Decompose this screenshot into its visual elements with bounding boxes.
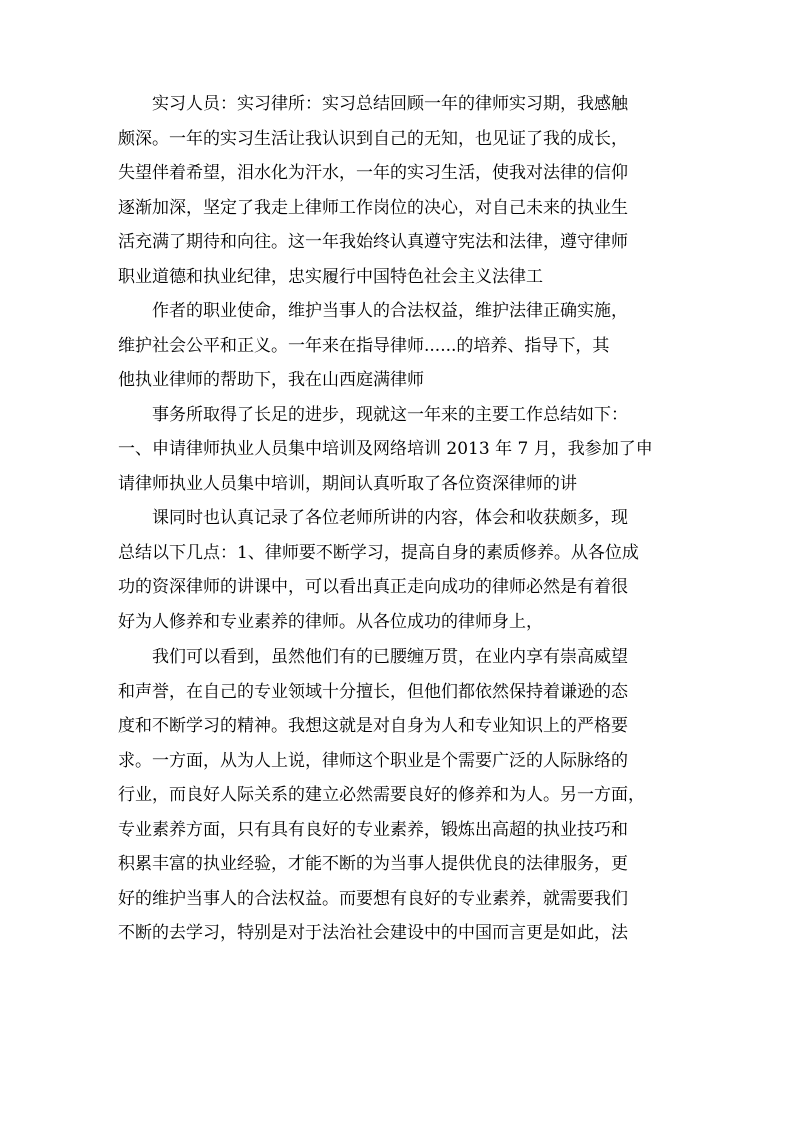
text-line: 维护社会公平和正义。一年来在指导律师......的培养、指导下，其 xyxy=(118,336,610,356)
text-line: 课同时也认真记录了各位老师所讲的内容，体会和收获颇多，现 xyxy=(152,508,628,528)
text-line: 活充满了期待和向往。这一年我始终认真遵守宪法和法律，遵守律师 xyxy=(118,232,628,252)
text-line: 我们可以看到，虽然他们有的已腰缠万贯，在业内享有崇高威望 xyxy=(152,647,628,667)
text-line: 逐渐加深，坚定了我走上律师工作岗位的决心，对自己未来的执业生 xyxy=(118,198,628,218)
text-line: 失望伴着希望，泪水化为汗水，一年的实习生活，使我对法律的信仰 xyxy=(118,163,628,183)
text-line: 专业素养方面，只有具有良好的专业素养，锻炼出高超的执业技巧和 xyxy=(118,820,628,840)
text-line: 求。一方面，从为人上说，律师这个职业是个需要广泛的人际脉络的 xyxy=(118,751,628,771)
text-line: 不断的去学习，特别是对于法治社会建设中的中国而言更是如此，法 xyxy=(118,923,628,943)
text-line: 行业，而良好人际关系的建立必然需要良好的修养和为人。另一方面， xyxy=(118,785,645,805)
text-line: 请律师执业人员集中培训，期间认真听取了各位资深律师的讲 xyxy=(118,474,577,494)
text-line: 事务所取得了长足的进步，现就这一年来的主要工作总结如下： xyxy=(152,405,628,425)
text-line: 积累丰富的执业经验，才能不断的为当事人提供优良的法律服务，更 xyxy=(118,854,628,874)
text-line: 好为人修养和专业素养的律师。从各位成功的律师身上， xyxy=(118,612,543,632)
text-line: 实习人员：实习律所：实习总结回顾一年的律师实习期，我感触 xyxy=(152,94,628,114)
text-line: 好的维护当事人的合法权益。而要想有良好的专业素养，就需要我们 xyxy=(118,889,628,909)
text-line: 总结以下几点：1、律师要不断学习，提高自身的素质修养。从各位成 xyxy=(118,543,639,563)
text-line: 职业道德和执业纪律，忠实履行中国特色社会主义法律工 xyxy=(118,267,543,287)
text-line: 颇深。一年的实习生活让我认识到自己的无知，也见证了我的成长， xyxy=(118,129,628,149)
text-line: 作者的职业使命，维护当事人的合法权益，维护法律正确实施， xyxy=(152,301,628,321)
text-line: 一、申请律师执业人员集中培训及网络培训 2013 年 7 月，我参加了申 xyxy=(118,439,653,459)
text-line: 功的资深律师的讲课中，可以看出真正走向成功的律师必然是有着很 xyxy=(118,577,628,597)
text-line: 和声誉，在自己的专业领域十分擅长，但他们都依然保持着谦逊的态 xyxy=(118,682,628,702)
text-line: 度和不断学习的精神。我想这就是对自身为人和专业知识上的严格要 xyxy=(118,716,628,736)
text-line: 他执业律师的帮助下，我在山西庭满律师 xyxy=(118,370,424,390)
